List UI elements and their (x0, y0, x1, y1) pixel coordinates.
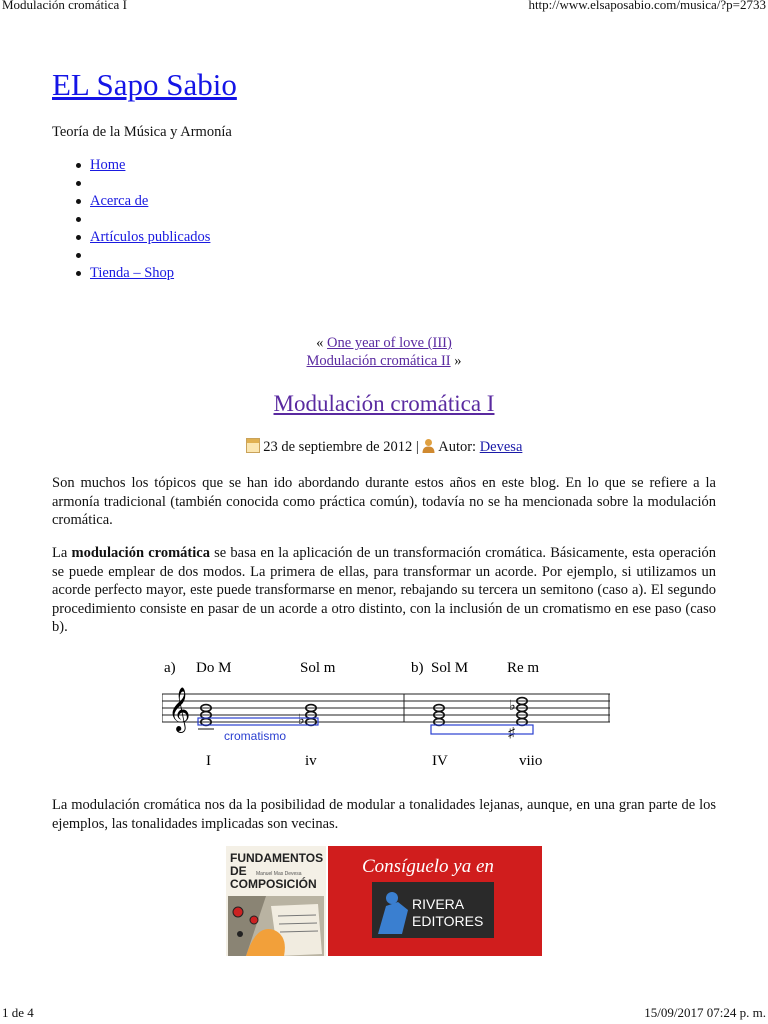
nav-item-shop (52, 264, 210, 282)
post-meta (0, 438, 768, 456)
publisher-name-line2: EDITORES (412, 913, 484, 929)
next-post-nav (0, 353, 768, 370)
post-title-link[interactable]: Modulación cromática I (273, 391, 495, 416)
music-score-example (162, 652, 612, 772)
nav-item-empty (52, 246, 210, 264)
roman-numeral-I: I (206, 753, 211, 769)
paragraph-conclusion: La modulación cromática nos da la posibilidad de modular a tonalidades lejanas, aunque, en una gran parte de los ejemplos, las tonalidades implicadas son vecinas. (52, 797, 716, 832)
print-header-title: Modulación cromática I (2, 0, 127, 12)
book-ad-banner[interactable] (226, 846, 542, 956)
nav-item-empty (52, 174, 210, 192)
author-link[interactable]: Devesa (479, 439, 523, 455)
sharp-sign-icon: ♯ (508, 726, 515, 741)
post-title (0, 391, 768, 417)
calendar-icon (246, 438, 260, 453)
book-cover-art-icon (228, 896, 324, 956)
site-title-link[interactable]: EL Sapo Sabio (52, 67, 237, 102)
roman-numeral-IV: IV (432, 753, 448, 769)
nav-item-home (52, 156, 210, 174)
post-date: 23 de septiembre de 2012 (263, 439, 413, 455)
nav-item-empty (52, 210, 210, 228)
main-nav (52, 156, 210, 282)
book-title-line3: COMPOSICIÓN (230, 877, 317, 891)
user-icon (422, 438, 435, 453)
chord-re-m-notes (517, 698, 527, 726)
nav-link-shop[interactable]: Tienda – Shop (90, 265, 175, 281)
nav-link-articles[interactable]: Artículos publicados (90, 229, 211, 245)
roman-numeral-iv: iv (305, 753, 317, 769)
flat-sign-icon: ♭ (509, 699, 516, 714)
prev-post-link[interactable]: One year of love (III) (327, 335, 452, 351)
print-footer-datetime: 15/09/2017 07:24 p. m. (644, 1005, 766, 1020)
chord-label-sol-m: Sol m (300, 660, 336, 676)
prev-post-nav (0, 335, 768, 352)
treble-clef-icon: 𝄞 (168, 687, 191, 731)
meta-separator: | (412, 439, 423, 455)
next-post-link[interactable]: Modulación cromática II (306, 353, 451, 369)
site-title (52, 67, 237, 103)
print-header-url: http://www.elsaposabio.com/musica/?p=2733 (528, 0, 766, 12)
book-title-line2: DE (230, 864, 247, 878)
chord-label-do-m: Do M (196, 660, 232, 676)
paragraph-definition-start: La (52, 545, 72, 561)
chord-label-sol-M: Sol M (431, 660, 469, 676)
prev-post-prefix: « (316, 335, 328, 351)
book-title-line1: FUNDAMENTOS (230, 851, 324, 865)
publisher-name-line1: RIVERA (412, 896, 465, 912)
nav-item-about (52, 192, 210, 210)
cromatismo-annotation: cromatismo (224, 729, 287, 743)
site-tagline: Teoría de la Música y Armonía (52, 124, 232, 140)
roman-numeral-viio: viio (519, 753, 543, 769)
print-footer-page: 1 de 4 (2, 1005, 34, 1020)
next-post-suffix: » (450, 353, 462, 369)
paragraph-definition (52, 544, 716, 637)
ad-cta-text: Consíguelo ya en (362, 856, 494, 877)
nav-link-about[interactable]: Acerca de (90, 193, 149, 209)
score-label-b: b) (411, 660, 424, 676)
nav-item-articles (52, 228, 210, 246)
nav-link-home[interactable]: Home (90, 157, 126, 173)
score-label-a: a) (164, 660, 176, 676)
book-author: Manuel Mas Devesa (256, 871, 302, 877)
author-prefix: Autor: (438, 439, 480, 455)
paragraph-definition-rest: se basa en la aplicación de un transformación cromática. Básicamente, esta operación se puede emplear de dos modos. La primera de ellas, para transformar un acorde. Por ejemplo, si utilizamos un acorde perfecto mayor, este puede transformarse en menor, rebajando su tercera un semitono (caso a). El segundo procedimiento consiste en pasar de un acorde a otro distinto, con la inclusión de un cromatismo en ese paso (caso b). (52, 545, 717, 635)
flat-sign-icon: ♭ (298, 713, 305, 728)
chord-label-re-m: Re m (507, 660, 540, 676)
paragraph-intro: Son muchos los tópicos que se han ido abordando durante estos años en este blog. En lo que se refiere a la armonía tradicional (también conocida como práctica común), todavía no se ha mencionada sobre la modulación cromática. (52, 475, 716, 528)
term-modulacion-cromatica: modulación cromática (71, 545, 210, 561)
